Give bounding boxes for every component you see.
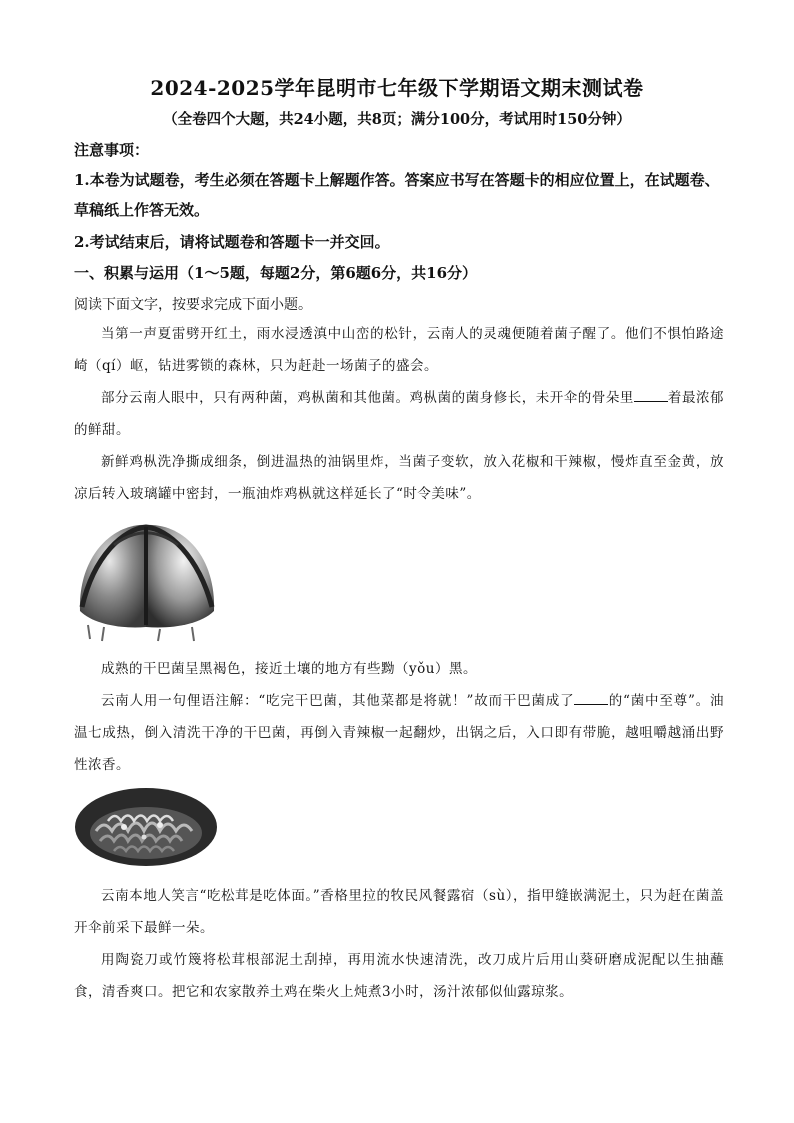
matsutake-mushroom-photo (74, 515, 220, 643)
passage-paragraph-5 (74, 685, 724, 781)
answer-blank-2 (574, 690, 608, 705)
passage-paragraph-3: 新鲜鸡枞洗净撕成细条，倒进温热的油锅里炸，当菌子变软，放入花椒和干辣椒，慢炸直至金黄，放凉后转入玻璃罐中密封，一瓶油炸鸡枞就这样延长了“时令美味”。 (74, 454, 724, 502)
notes-item-2: 2.考试结束后，请将试题卷和答题卡一并交回。 (74, 233, 390, 251)
ganba-mushroom-photo (74, 787, 218, 867)
passage-paragraph-2 (74, 382, 724, 446)
passage-paragraph-7: 用陶瓷刀或竹篾将松茸根部泥土刮掉，再用流水快速清洗，改刀成片后用山葵研磨成泥配以生抽蘸食，清香爽口。把它和农家散养土鸡在柴火上炖煮3小时，汤汁浓郁似仙露琼浆。 (74, 952, 724, 1000)
passage-paragraph-6: 云南本地人笑言“吃松茸是吃体面。”香格里拉的牧民风餐露宿（sù），指甲缝嵌满泥土，只为赶在菌盖开伞前采下最鲜一朵。 (74, 888, 724, 936)
notes-item-1: 1.本卷为试题卷，考生必须在答题卡上解题作答。答案应书写在答题卡的相应位置上，在试题卷、草稿纸上作答无效。 (74, 171, 720, 219)
paragraph-2-part-a: 部分云南人眼中，只有两种菌，鸡枞菌和其他菌。鸡枞菌的菌身修长，未开伞的骨朵里 (101, 390, 634, 406)
paragraph-5-part-a: 云南人用一句俚语注解：“吃完干巴菌，其他菜都是将就！”故而干巴菌成了 (101, 693, 575, 709)
answer-blank-1 (634, 387, 668, 402)
paragraph-5-part-b: 的“菌中至尊”。油温七成热，倒入清洗干净的干巴菌，再倒入青辣椒一起翻炒，出锅之后，入口即有带脆，越咀嚼越涌出野性浓香。 (74, 693, 724, 773)
passage-paragraph-1: 当第一声夏雷劈开红土，雨水浸透滇中山峦的松针，云南人的灵魂便随着菌子醒了。他们不惧怕路途崎（qí）岖，钻进雾锁的森林，只为赶赴一场菌子的盛会。 (74, 326, 724, 374)
notes-heading: 注意事项： (74, 141, 150, 159)
page-subtitle: （全卷四个大题，共24小题，共8页；满分100分，考试用时150分钟） (163, 111, 631, 128)
passage-paragraph-4: 成熟的干巴菌呈黑褐色，接近土壤的地方有些黝（yǒu）黑。 (101, 661, 477, 677)
paragraph-2-part-b: 着最浓郁的鲜甜。 (74, 390, 725, 438)
section-instruction: 阅读下面文字，按要求完成下面小题。 (74, 297, 312, 313)
section-heading: 一、积累与运用（1～5题，每题2分，第6题6分，共16分） (74, 264, 478, 282)
page-title: 2024-2025学年昆明市七年级下学期语文期末测试卷 (150, 76, 644, 100)
